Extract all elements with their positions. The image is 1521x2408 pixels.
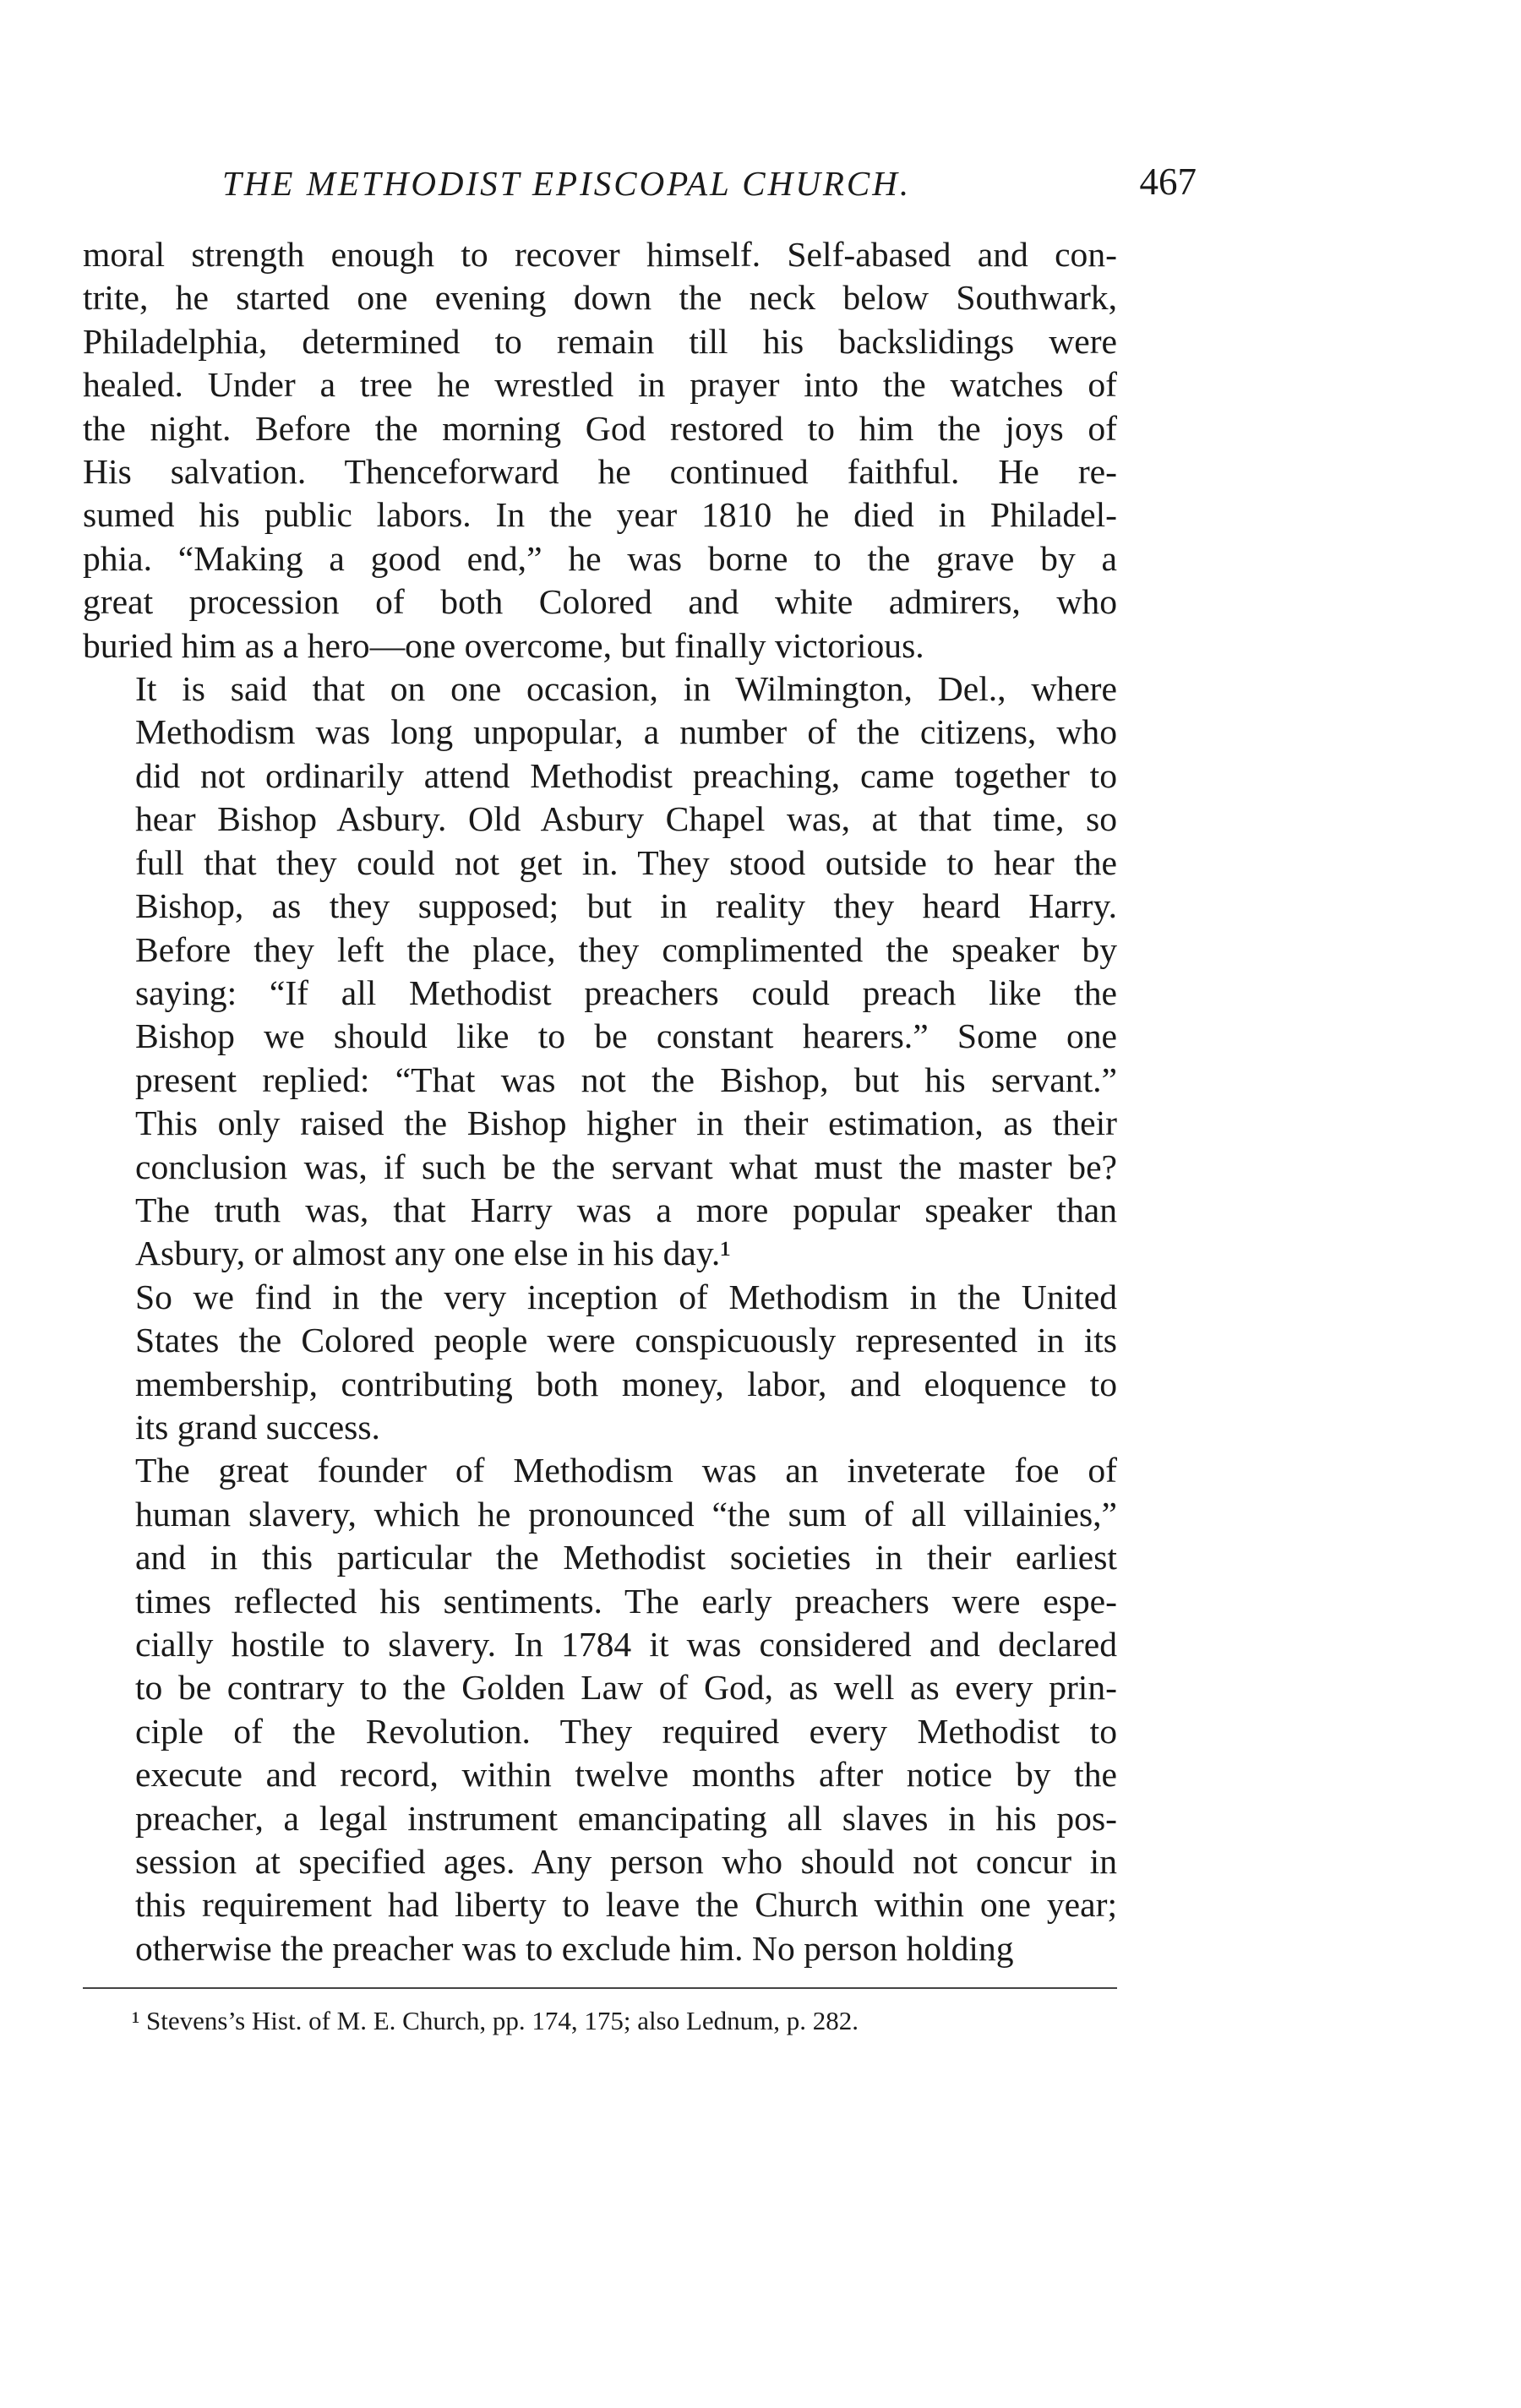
- text-line: trite, he started one evening down the neck below Southwark,: [83, 278, 1117, 318]
- text-line: Bishop we should like to be constant hearers.” Some one: [135, 1016, 1117, 1056]
- text-line: and in this particular the Methodist societies in their earliest: [135, 1538, 1117, 1577]
- text-line: moral strength enough to recover himself. Self-abased and con-: [83, 235, 1117, 274]
- text-line: The great founder of Methodism was an inveterate foe of: [135, 1451, 1117, 1490]
- footnote-rule: [83, 1987, 1117, 1989]
- text-line: saying: “If all Methodist preachers could preach like the: [135, 972, 1117, 1012]
- text-line: The truth was, that Harry was a more popular speaker than: [135, 1190, 1117, 1229]
- page-number: 467: [1139, 161, 1197, 203]
- paragraph: [83, 1276, 1117, 1450]
- text-line: Methodism was long unpopular, a number of the citizens, who: [135, 712, 1117, 752]
- text-line: the night. Before the morning God restored to him the joys of: [83, 408, 1117, 448]
- text-line: It is said that on one occasion, in Wilmington, Del., where: [135, 669, 1117, 709]
- text-line: ciple of the Revolution. They required every Methodist to: [135, 1711, 1117, 1751]
- text-line: Philadelphia, determined to remain till his backslidings were: [83, 321, 1117, 361]
- text-line: present replied: “That was not the Bishop, but his servant.”: [135, 1060, 1117, 1099]
- text-line: So we find in the very inception of Methodism in the United: [135, 1277, 1117, 1316]
- text-line: great procession of both Colored and white admirers, who: [83, 582, 1117, 622]
- text-line: otherwise the preacher was to exclude him. No person holding: [135, 1928, 1014, 1968]
- text-line: preacher, a legal instrument emancipating all slaves in his pos-: [135, 1798, 1117, 1838]
- text-line: cially hostile to slavery. In 1784 it was considered and declared: [135, 1625, 1117, 1664]
- text-line: conclusion was, if such be the servant what must the master be?: [135, 1147, 1117, 1186]
- text-line: membership, contributing both money, labor, and eloquence to: [135, 1364, 1117, 1403]
- text-line: session at specified ages. Any person who should not concur in: [135, 1842, 1117, 1882]
- text-line: its grand success.: [135, 1407, 380, 1446]
- text-line: full that they could not get in. They stood outside to hear the: [135, 842, 1117, 882]
- text-line: Bishop, as they supposed; but in reality they heard Harry.: [135, 886, 1117, 926]
- text-line: States the Colored people were conspicuously represented in its: [135, 1321, 1117, 1360]
- text-line: Asbury, or almost any one else in his day.¹: [135, 1234, 731, 1273]
- text-line: healed. Under a tree he wrestled in prayer into the watches of: [83, 365, 1117, 405]
- paragraph: [83, 233, 1117, 667]
- text-line: His salvation. Thenceforward he continued faithful. He re-: [83, 452, 1117, 492]
- body-text: [83, 233, 1117, 1970]
- text-line: This only raised the Bishop higher in their estimation, as their: [135, 1103, 1117, 1143]
- text-line: phia. “Making a good end,” he was borne to the grave by a: [83, 538, 1117, 578]
- text-line: human slavery, which he pronounced “the sum of all villainies,”: [135, 1494, 1117, 1534]
- paragraph: [83, 1449, 1117, 1970]
- text-line: hear Bishop Asbury. Old Asbury Chapel was, at that time, so: [135, 799, 1117, 839]
- text-line: Before they left the place, they complimented the speaker by: [135, 929, 1117, 969]
- text-line: did not ordinarily attend Methodist preaching, came together to: [135, 755, 1117, 795]
- book-page: [83, 161, 1197, 2038]
- text-line: to be contrary to the Golden Law of God, as well as every prin-: [135, 1668, 1117, 1708]
- text-line: buried him as a hero—one overcome, but finally victorious.: [83, 625, 924, 665]
- running-title: THE METHODIST EPISCOPAL CHURCH.: [222, 164, 912, 203]
- text-line: times reflected his sentiments. The early preachers were espe-: [135, 1581, 1117, 1621]
- text-line: this requirement had liberty to leave the Church within one year;: [135, 1885, 1117, 1925]
- paragraph: [83, 667, 1117, 1276]
- text-line: execute and record, within twelve months after notice by the: [135, 1755, 1117, 1795]
- page-header: [83, 161, 1197, 221]
- footnote: ¹ Stevens’s Hist. of M. E. Church, pp. 174, 175; also Lednum, p. 282.: [132, 2006, 859, 2036]
- text-line: sumed his public labors. In the year 1810 he died in Philadel-: [83, 495, 1117, 535]
